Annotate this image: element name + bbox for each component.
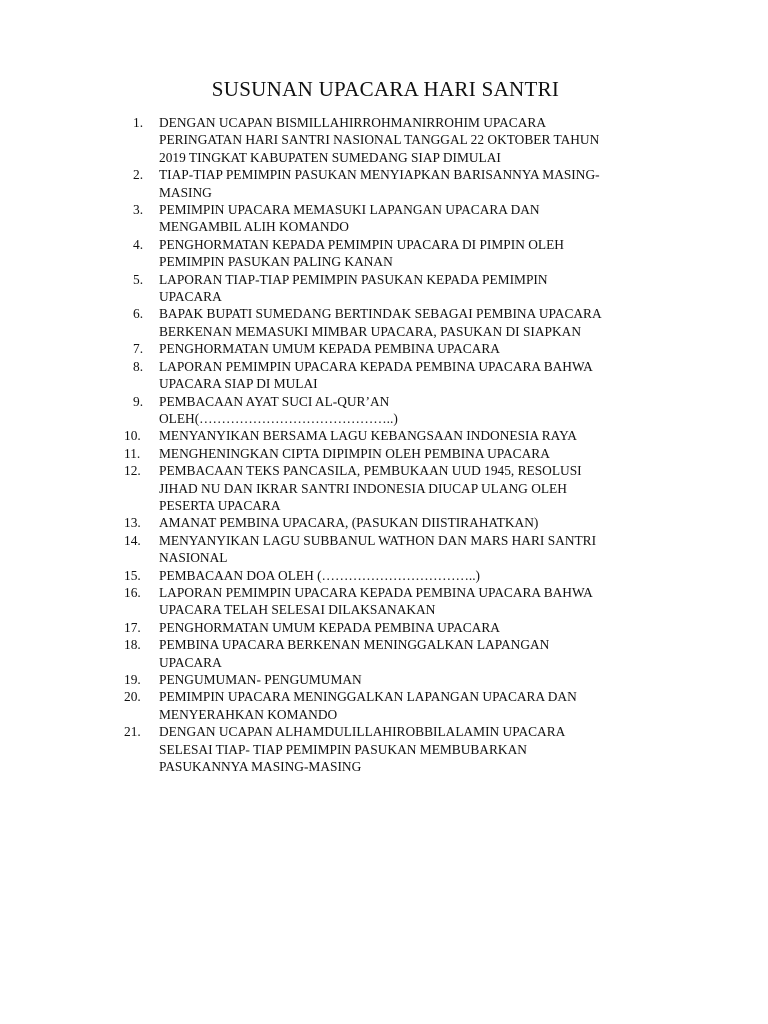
list-item (124, 619, 684, 636)
list-item-line: SELESAI TIAP- TIAP PEMIMPIN PASUKAN MEMBUBARKAN (159, 741, 527, 757)
list-item-line: LAPORAN TIAP-TIAP PEMIMPIN PASUKAN KEPADA PEMIMPIN (159, 271, 548, 287)
list-item (124, 201, 684, 236)
list-item-line: MENYANYIKAN BERSAMA LAGU KEBANGSAAN INDONESIA RAYA (159, 428, 577, 444)
list-item-line: AMANAT PEMBINA UPACARA, (PASUKAN DIISTIRAHATKAN) (159, 515, 539, 531)
list-item-number: 7. (133, 341, 144, 357)
list-item-line: DENGAN UCAPAN BISMILLAHIRROHMANIRROHIM UPACARA (159, 115, 547, 130)
list-item-number: 20. (124, 689, 141, 705)
list-item-line: PENGUMUMAN- PENGUMUMAN (159, 672, 362, 687)
list-item-number: 17. (124, 619, 141, 635)
list-item-line: PEMIMPIN UPACARA MEMASUKI LAPANGAN UPACARA DAN (159, 202, 540, 218)
list-item (124, 166, 684, 201)
list-item-line: PEMIMPIN UPACARA MENINGGALKAN LAPANGAN UPACARA DAN (159, 689, 577, 705)
list-item-line: PENGHORMATAN UMUM KEPADA PEMBINA UPACARA (159, 619, 500, 635)
list-item-line: MENYANYIKAN LAGU SUBBANUL WATHON DAN MARS HARI SANTRI (159, 532, 597, 548)
agenda-list (124, 114, 684, 775)
list-item-line: 2019 TINGKAT KABUPATEN SUMEDANG SIAP DIMULAI (159, 149, 501, 165)
list-item-number: 2. (133, 167, 144, 183)
list-item-number: 11. (124, 445, 141, 461)
list-item-number: 15. (124, 567, 141, 583)
list-item (124, 445, 684, 462)
list-item-line: OLEH(……………………………………..) (159, 410, 398, 426)
list-item-number: 18. (124, 637, 141, 653)
list-item-line: UPACARA SIAP DI MULAI (159, 376, 318, 392)
list-item-line: UPACARA (159, 289, 222, 305)
list-item (124, 688, 684, 723)
list-item-line: PEMBACAAN TEKS PANCASILA, PEMBUKAAN UUD 1945, RESOLUSI (159, 463, 582, 479)
list-item-number: 3. (133, 202, 144, 218)
list-item-line: BERKENAN MEMASUKI MIMBAR UPACARA, PASUKAN DI SIAPKAN (159, 323, 581, 339)
list-item-line: PEMBACAAN AYAT SUCI AL-QUR’AN (159, 393, 390, 409)
list-item-line: PESERTA UPACARA (159, 497, 281, 513)
list-item (124, 358, 684, 393)
list-item-line: BAPAK BUPATI SUMEDANG BERTINDAK SEBAGAI PEMBINA UPACARA (159, 306, 602, 322)
list-item-number: 12. (124, 463, 141, 479)
list-item-number: 19. (124, 672, 141, 687)
document-title: SUSUNAN UPACARA HARI SANTRI (211, 77, 560, 101)
list-item-number: 5. (133, 271, 144, 287)
list-item (124, 305, 684, 340)
list-item-line: PENGHORMATAN KEPADA PEMIMPIN UPACARA DI PIMPIN OLEH (159, 236, 564, 252)
list-item (124, 636, 684, 671)
list-item-line: PERINGATAN HARI SANTRI NASIONAL TANGGAL 22 OKTOBER TAHUN (159, 132, 600, 148)
list-item (124, 393, 684, 428)
list-item-line: MASING (159, 184, 212, 200)
list-item-line: MENGHENINGKAN CIPTA DIPIMPIN OLEH PEMBINA UPACARA (159, 445, 550, 461)
list-item-number: 9. (133, 393, 144, 409)
list-item (124, 584, 684, 619)
list-item (124, 271, 684, 306)
list-item-line: NASIONAL (159, 550, 228, 566)
list-item-line: UPACARA (159, 654, 222, 670)
list-item-line: DENGAN UCAPAN ALHAMDULILLAHIROBBILALAMIN UPACARA (159, 724, 566, 740)
list-item (124, 114, 684, 166)
list-item-number: 8. (133, 358, 144, 374)
list-item (124, 340, 684, 357)
list-item-line: PEMBACAAN DOA OLEH (……………………………..) (159, 567, 481, 583)
list-item-number: 10. (124, 428, 141, 444)
list-item-number: 13. (124, 515, 141, 531)
list-item (124, 671, 684, 688)
list-item (124, 236, 684, 271)
list-item-line: PENGHORMATAN UMUM KEPADA PEMBINA UPACARA (159, 341, 500, 357)
list-item-number: 21. (124, 724, 141, 740)
list-item (124, 427, 684, 444)
list-item (124, 532, 684, 567)
list-item-line: LAPORAN PEMIMPIN UPACARA KEPADA PEMBINA UPACARA BAHWA (159, 584, 593, 600)
list-item-line: PEMIMPIN PASUKAN PALING KANAN (159, 254, 393, 270)
list-item-number: 4. (133, 236, 144, 252)
list-item (124, 723, 684, 775)
list-item-number: 16. (124, 584, 141, 600)
list-item-line: TIAP-TIAP PEMIMPIN PASUKAN MENYIAPKAN BARISANNYA MASING- (159, 167, 600, 183)
list-item-line: JIHAD NU DAN IKRAR SANTRI INDONESIA DIUCAP ULANG OLEH (159, 480, 567, 496)
list-item-line: UPACARA TELAH SELESAI DILAKSANAKAN (159, 602, 436, 618)
list-item (124, 567, 684, 584)
list-item-line: PEMBINA UPACARA BERKENAN MENINGGALKAN LAPANGAN (159, 637, 550, 653)
list-item-line: MENYERAHKAN KOMANDO (159, 706, 338, 722)
list-item-line: PASUKANNYA MASING-MASING (159, 759, 362, 775)
list-item-number: 14. (124, 532, 141, 548)
list-item-number: 1. (133, 115, 144, 130)
list-item-line: MENGAMBIL ALIH KOMANDO (159, 219, 349, 235)
list-item (124, 462, 684, 514)
list-item-line: LAPORAN PEMIMPIN UPACARA KEPADA PEMBINA UPACARA BAHWA (159, 358, 593, 374)
list-item-number: 6. (133, 306, 144, 322)
list-item (124, 514, 684, 531)
